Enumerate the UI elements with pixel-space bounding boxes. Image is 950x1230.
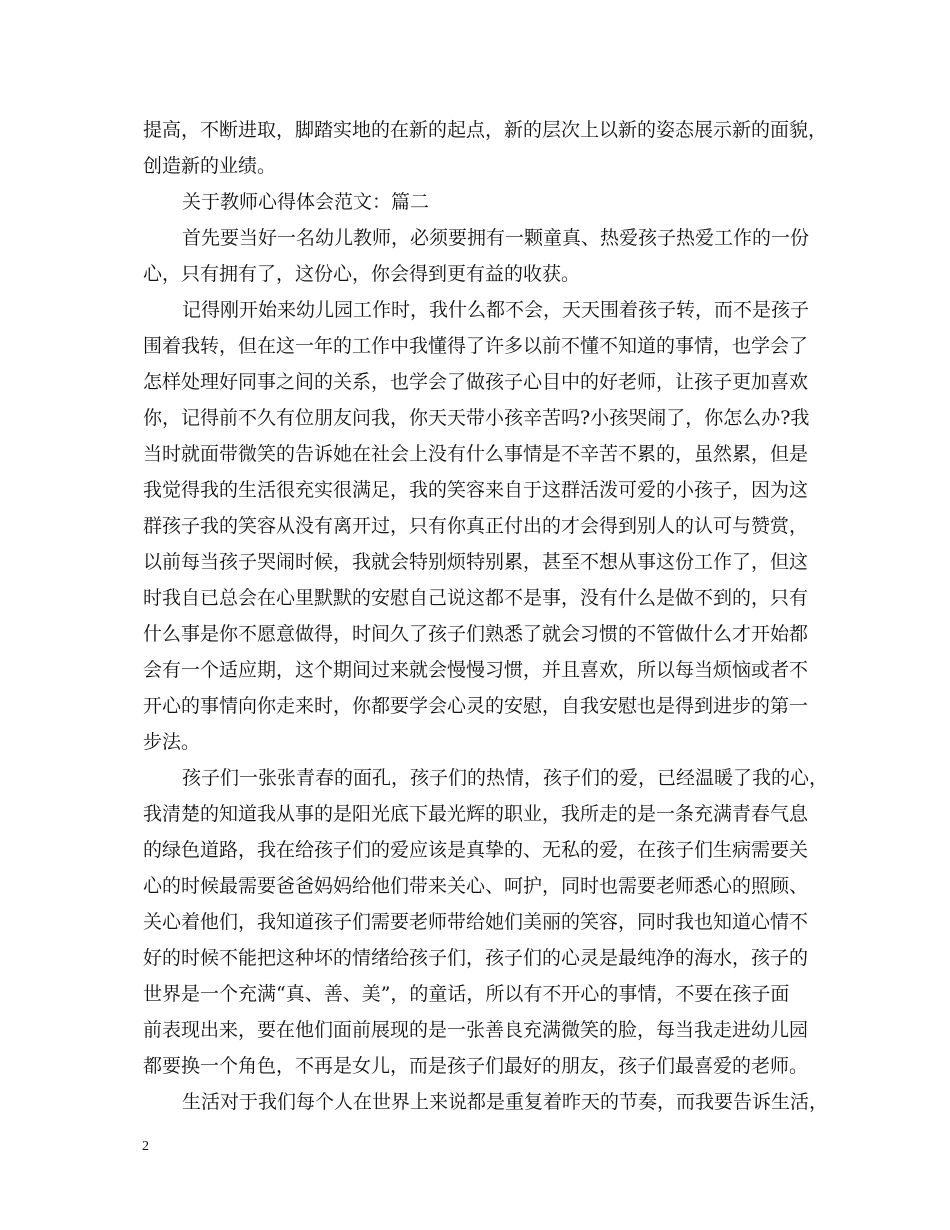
text-line: 我觉得我的生活很充实很满足，我的笑容来自于这群活泼可爱的小孩子，因为这	[143, 479, 809, 501]
text-line: 你，记得前不久有位朋友问我，你天天带小孩辛苦吗?小孩哭闹了，你怎么办?我	[143, 407, 810, 429]
text-line: 心的时候最需要爸爸妈妈给他们带来关心、呵护，同时也需要老师悉心的照顾、	[143, 875, 809, 897]
text-line: 群孩子我的笑容从没有离开过，只有你真正付出的才会得到别人的认可与赞赏，	[143, 515, 809, 537]
text-line: 当时就面带微笑的告诉她在社会上没有什么事情是不辛苦不累的，虽然累，但是	[143, 443, 809, 465]
text-line: 记得刚开始来幼儿园工作时，我什么都不会，天天围着孩子转，而不是孩子	[182, 299, 810, 321]
text-line: 首先要当好一名幼儿教师，必须要拥有一颗童真、热爱孩子热爱工作的一份	[182, 227, 810, 249]
text-line: 我清楚的知道我从事的是阳光底下最光辉的职业，我所走的是一条充满青春气息	[143, 803, 809, 825]
text-line: 提高，不断进取，脚踏实地的在新的起点，新的层次上以新的姿态展示新的面貌，	[143, 119, 828, 141]
text-line: 什么事是你不愿意做得，时间久了孩子们熟悉了就会习惯的不管做什么才开始都	[143, 623, 809, 645]
text-line: 好的时候不能把这种坏的情绪给孩子们，孩子们的心灵是最纯净的海水，孩子的	[143, 947, 809, 969]
text-line: 开心的事情向你走来时，你都要学会心灵的安慰，自我安慰也是得到进步的第一	[143, 695, 809, 717]
section-heading: 关于教师心得体会范文：篇二	[182, 191, 430, 213]
text-line: 世界是一个充满“真、善、美”，的童话，所以有不开心的事情，不要在孩子面	[143, 983, 790, 1005]
text-line: 孩子们一张张青春的面孔，孩子们的热情，孩子们的爱，已经温暖了我的心，	[182, 767, 829, 789]
text-line: 生活对于我们每个人在世界上来说都是重复着昨天的节奏，而我要告诉生活，	[182, 1091, 829, 1113]
text-line: 都要换一个角色，不再是女儿，而是孩子们最好的朋友，孩子们最喜爱的老师。	[143, 1055, 809, 1077]
text-line: 关心着他们，我知道孩子们需要老师带给她们美丽的笑容，同时我也知道心情不	[143, 911, 809, 933]
text-line: 前表现出来，要在他们面前展现的是一张善良充满微笑的脸，每当我走进幼儿园	[143, 1019, 809, 1041]
text-line: 怎样处理好同事之间的关系，也学会了做孩子心目中的好老师，让孩子更加喜欢	[143, 371, 809, 393]
text-line: 创造新的业绩。	[143, 155, 277, 177]
page-number: 2	[142, 1139, 149, 1154]
text-line: 以前每当孩子哭闹时候，我就会特别烦特别累，甚至不想从事这份工作了，但这	[143, 551, 809, 573]
text-line: 心，只有拥有了，这份心，你会得到更有益的收获。	[143, 263, 581, 285]
text-line: 步法。	[143, 731, 201, 753]
text-line: 时我自已总会在心里默默的安慰自己说这都不是事，没有什么是做不到的，只有	[143, 587, 809, 609]
text-line: 的绿色道路，我在给孩子们的爱应该是真挚的、无私的爱，在孩子们生病需要关	[143, 839, 809, 861]
text-line: 会有一个适应期，这个期间过来就会慢慢习惯，并且喜欢，所以每当烦恼或者不	[143, 659, 809, 681]
text-line: 围着我转，但在这一年的工作中我懂得了许多以前不懂不知道的事情，也学会了	[143, 335, 809, 357]
